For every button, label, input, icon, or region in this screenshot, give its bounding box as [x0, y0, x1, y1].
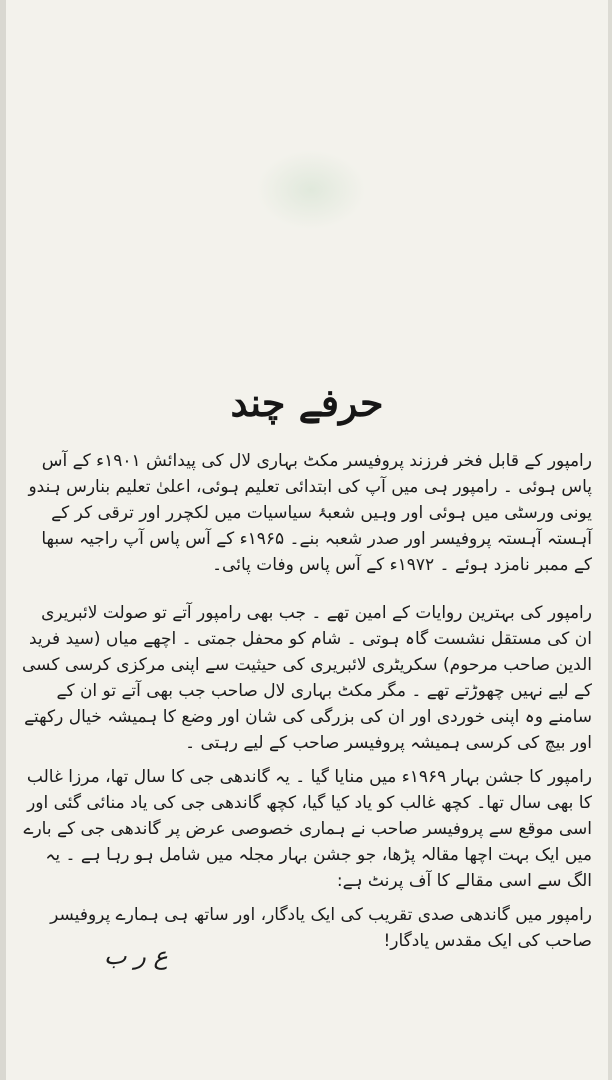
signature: ع ر ب: [104, 942, 168, 970]
paragraph-3: رامپور کا جشن بہار ۱۹۶۹ء میں منایا گیا ۔ یہ گاندھی جی کا سال تھا، مرزا غالب کا بھی سال تھا۔ کچھ غالب کو یاد کیا گیا، کچھ گاندھی جی کی یاد منائی گئی اور اسی موقع سے پروفیسر صاحب نے ہماری خصوصی عرض پر گاندھی جی کے بارے میں ایک بہت اچھا مقالہ پڑھا، جو جشن بہار مجلہ میں شامل ہو رہا ہے ۔ یہ الگ سے اسی مقالے کا آف پرنٹ ہے:: [23, 767, 592, 891]
body-text: [20, 448, 594, 962]
paragraph-2: رامپور کی بہترین روایات کے امین تھے ۔ جب بھی رامپور آتے تو صولت لائبریری ان کی مستقل نشست گاہ ہوتی ۔ شام کو محفل جمتی ۔ اچھے میاں (سید فرید الدین صاحب مرحوم) سکریٹری لائبریری کی حیثیت سے اپنی مرکزی کرسی کسی کے لیے نہیں چھوڑتے تھے ۔ مگر مکٹ بہاری لال صاحب جب بھی آتے تو ان کے سامنے وہ اپنی خوردی اور ان کی بزرگی کی شان اور وضع کا ہمیشہ خیال رکھتے اور بیچ کی کرسی ہمیشہ پروفیسر صاحب کے لیے رہتی ۔: [22, 603, 592, 753]
paragraph-4: رامپور میں گاندھی صدی تقریب کی ایک یادگار، اور ساتھ ہی ہمارے پروفیسر صاحب کی ایک مقدس یادگار!: [50, 905, 592, 951]
paragraph-1: رامپور کے قابل فخر فرزند پروفیسر مکٹ بہاری لال کی پیدائش ۱۹۰۱ء کے آس پاس ہوئی ۔ رامپور ہی میں آپ کی ابتدائی تعلیم ہوئی، اعلیٰ تعلیم بنارس ہندو یونی ورسٹی میں ہوئی اور وہیں شعبۂ سیاسیات میں لکچرر اور ترقی کر کے آہستہ آہستہ پروفیسر اور صدر شعبہ بنے۔ ۱۹۶۵ء کے آس پاس آپ راجیہ سبھا کے ممبر نامزد ہوئے ۔ ۱۹۷۲ء کے آس پاس وفات پائی۔: [28, 451, 592, 575]
paper-stain: [256, 150, 366, 230]
page-title: حرفے چند: [230, 380, 384, 425]
